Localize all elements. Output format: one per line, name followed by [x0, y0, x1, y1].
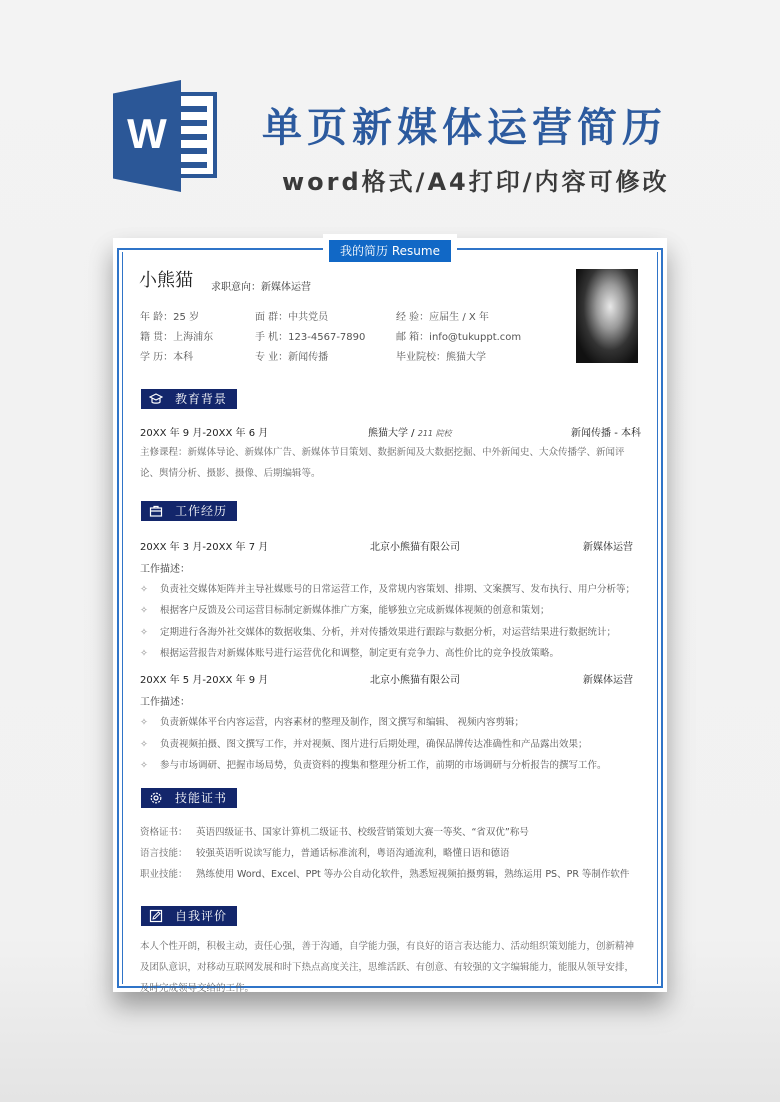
list-item: ✧ 负责社交媒体矩阵并主导社媒账号的日常运营工作，及常规内容策划、排期、文案撰写、发布执行、用户分析等；: [140, 584, 636, 595]
job-intent: 求职意向：新媒体运营: [211, 282, 311, 293]
skill-row: 职业技能： 熟练使用 Word、Excel、PPt 等办公自动化软件，熟悉短视频拍摄剪辑，熟练运用 PS、PR 等制作软件: [140, 869, 630, 880]
info-school: 毕业院校：熊猫大学: [396, 352, 486, 363]
banner-subtitle: word格式/A4打印/内容可修改: [282, 168, 670, 196]
list-item: ✧ 根据客户反馈及公司运营目标制定新媒体推广方案，能够独立完成新媒体视频的创意和策划；: [140, 605, 550, 616]
section-skills: 技能证书: [141, 788, 237, 808]
section-work: 工作经历: [141, 501, 237, 521]
profile-photo: [576, 269, 638, 363]
job-desc-label: 工作描述：: [140, 697, 190, 708]
section-education: 教育背景: [141, 389, 237, 409]
info-degree: 学 历：本科: [140, 352, 194, 363]
info-phone: 手 机：123-4567-7890: [255, 332, 366, 343]
job-desc-label: 工作描述：: [140, 564, 190, 575]
job-row: 20XX 年 3 月-20XX 年 7 月 北京小熊猫有限公司 新媒体运营: [140, 542, 633, 553]
skill-row: 资格证书： 英语四级证书、国家计算机二级证书、校级营销策划大赛一等奖、“省双优”称号: [140, 827, 529, 838]
info-email: 邮 箱：info@tukuppt.com: [396, 332, 522, 343]
education-row: [140, 424, 641, 438]
education-school: 熊猫大学 / 211 院校: [368, 428, 452, 439]
section-self-eval: 自我评价: [141, 906, 237, 926]
info-experience: 经 验：应届生 / X 年: [396, 312, 489, 323]
info-party: 面 群：中共党员: [255, 312, 329, 323]
word-logo-icon: W: [113, 80, 223, 192]
list-item: ✧ 定期进行各海外社交媒体的数据收集、分析，并对传播效果进行跟踪与数据分析，对运营结果进行数据统计；: [140, 627, 617, 638]
education-period: 20XX 年 9 月-20XX 年 6 月: [140, 428, 269, 439]
skill-row: 语言技能： 较强英语听说读写能力，普通话标准流利，粤语沟通流利，略懂日语和德语: [140, 848, 510, 859]
info-major: 专 业：新闻传播: [255, 352, 329, 363]
gear-icon: [149, 791, 163, 805]
self-eval-text: 本人个性开朗，积极主动，责任心强，善于沟通，自学能力强，有良好的语言表达能力、活动组织策划能力，创新精神及团队意识，对移动互联网发展和时下热点高度关注，思维活跃、有创意、有较强的文字编辑能力，能服从领导安排，及时完成领导交给的工作。: [140, 941, 635, 994]
info-age: 年 龄：25 岁: [140, 312, 200, 323]
briefcase-icon: [149, 504, 163, 518]
list-item: ✧ 参与市场调研、把握市场局势，负责资料的搜集和整理分析工作，前期的市场调研与分析报告的撰写工作。: [140, 760, 607, 771]
education-courses: 主修课程：新媒体导论、新媒体广告、新媒体节目策划、数据新闻及大数据挖掘、中外新闻史、大众传播学、新闻评论、舆情分析、摄影、摄像、后期编辑等。: [140, 447, 625, 479]
list-item: ✧ 负责视频拍摄、图文撰写工作，并对视频、图片进行后期处理，确保品牌传达准确性和产品露出效果；: [140, 739, 588, 750]
graduation-cap-icon: [149, 392, 163, 406]
candidate-name: 小熊猫: [139, 270, 193, 291]
list-item: ✧ 负责新媒体平台内容运营，内容素材的整理及制作，图文撰写和编辑、 视频内容剪辑；: [140, 717, 525, 728]
banner: [0, 0, 780, 230]
list-item: ✧ 根据运营报告对新媒体账号进行运营优化和调整，制定更有竞争力、高性价比的竞争投放策略。: [140, 648, 560, 659]
edit-icon: [149, 909, 163, 923]
banner-title: 单页新媒体运营简历: [262, 105, 667, 151]
resume-page: [113, 238, 667, 992]
resume-tab: 我的简历 Resume: [329, 240, 451, 262]
job-row: 20XX 年 5 月-20XX 年 9 月 北京小熊猫有限公司 新媒体运营: [140, 675, 633, 686]
education-major: 新闻传播 - 本科: [571, 428, 641, 439]
info-hometown: 籍 贯：上海浦东: [140, 332, 214, 343]
